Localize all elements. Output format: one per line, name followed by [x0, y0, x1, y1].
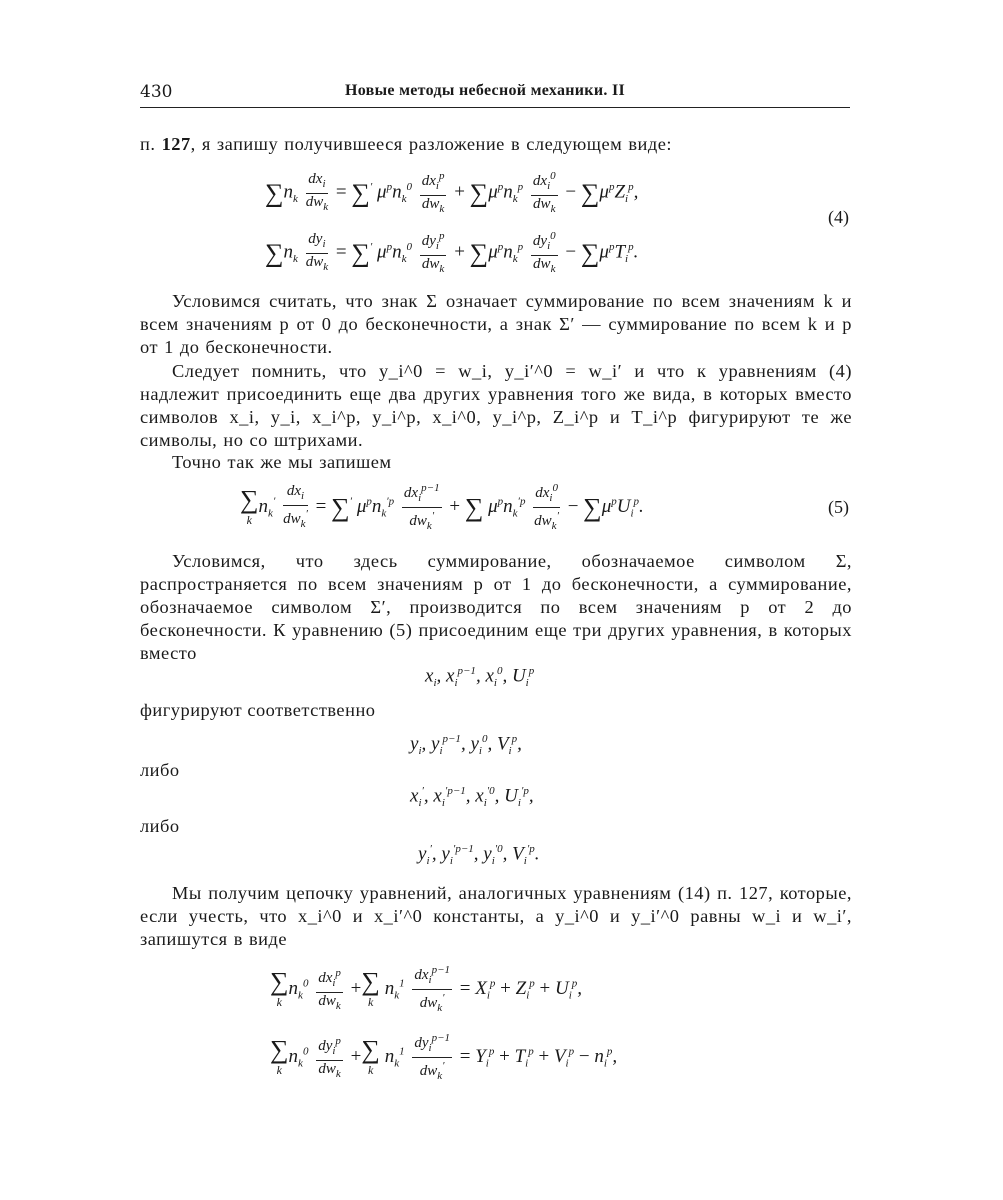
- paragraph-3: Точно так же мы запишем: [172, 452, 392, 472]
- final-equation-line-1: ∑ k $n_k^0$ $\frac{dx_i^p}{dw_k}$ + ∑ k $n_k^1$ $\frac{dx_i^{p-1}}{dw_k'}$ = $X_i^p + Z_i^p + U_i^p$,: [270, 964, 583, 1014]
- intro-prefix: п.: [140, 134, 156, 154]
- paragraph-4: Условимся, что здесь суммирование, обозначаемое символом Σ, распространяется по всем значениям p от 1 до бесконечности, а суммирование, обозначаемое символом Σ′, производится по всем значениям p от 2 до бесконечности. К уравнению (5) присоединим еще три других уравнения, в которых вместо: [140, 551, 852, 663]
- equation-4-number: (4): [828, 207, 849, 227]
- paragraph-1: Условимся считать, что знак Σ означает суммирование по всем значениям k и всем значениям p от 0 до бесконечности, а знак Σ′ — суммирование по всем k и p от 1 до бесконечности.: [140, 291, 852, 357]
- running-title: Новые методы небесной механики. II: [345, 82, 625, 99]
- intro-line: [140, 133, 852, 156]
- symbol-list-3: $x_i'$, $x_i^{'p-1}$, $x_i^{'0}$, $U_i^{'p}$,: [410, 785, 534, 810]
- page-number: 430: [140, 82, 173, 102]
- symbol-list-2: $y_i$, $y_i^{p-1}$, $y_i^0$, $V_i^p$,: [410, 733, 522, 758]
- equation-4-line-2: $\sum n_k$ $\frac{dy_i}{dw_k}$ = ∑′ $\mu^pn_k^0$ $\frac{dy_i^p}{dw_k}$ + $\sum\mu^pn_k^p$ $\frac{dy_i^0}{dw_k}$ − $\sum\mu^pT_i^p$.: [265, 230, 639, 275]
- intro-ref: 127: [161, 134, 191, 154]
- header-rule: [140, 107, 850, 108]
- paragraph-2: Следует помнить, что y_i^0 = w_i, y_i′^0 = w_i′ и что к уравнениям (4) надлежит присоединить еще два других уравнения того же вида, в которых вместо символов x_i, y_i, x_i^p, y_i^p, x_i^0, y_i^p, Z_i^p и T_i^p фигурируют те же символы, но со штрихами.: [140, 361, 852, 450]
- paragraph-5: Мы получим цепочку уравнений, аналогичных уравнениям (14) п. 127, которые, если учесть, что x_i^0 и x_i′^0 константы, а y_i^0 и y_i′^0 равны w_i и w_i′, запишутся в виде: [140, 883, 852, 949]
- intro-text: , я запишу получившееся разложение в следующем виде:: [190, 134, 672, 154]
- equation-5: ∑ k $n_k'$ $\frac{dx_i}{dw_k'}$ = ∑′ $\mu^pn_k^{'p}$ $\frac{dx_i^{p-1}}{dw_k'}$ + ∑ $\mu^pn_k^{'p}$ $\frac{dx_i^0}{dw_k'}$ − $\sum\mu^pU_i^p$.: [240, 482, 644, 532]
- symbol-list-4: $y_i'$, $y_i^{'p-1}$, $y_i^{'0}$, $V_i^{'p}$.: [418, 843, 540, 868]
- symbol-list-1: $x_i$, $x_i^{p-1}$, $x_i^0$, $U_i^p$: [425, 665, 535, 690]
- word-libo-1: либо: [140, 760, 180, 780]
- word-figuriruyut: фигурируют соответственно: [140, 700, 376, 720]
- equation-5-number: (5): [828, 497, 849, 517]
- equation-4-line-1: $\sum n_k$ $\frac{dx_i}{dw_k}$ = ∑′ $\mu^pn_k^0$ $\frac{dx_i^p}{dw_k}$ + $\sum\mu^pn_k^p$ $\frac{dx_i^0}{dw_k}$ − $\sum\mu^pZ_i^p$,: [265, 170, 639, 215]
- final-equation-line-2: ∑ k $n_k^0$ $\frac{dy_i^p}{dw_k}$ + ∑ k $n_k^1$ $\frac{dy_i^{p-1}}{dw_k'}$ = $Y_i^p + T_i^p + V_i^p - n_i^p$,: [270, 1032, 618, 1082]
- word-libo-2: либо: [140, 816, 180, 836]
